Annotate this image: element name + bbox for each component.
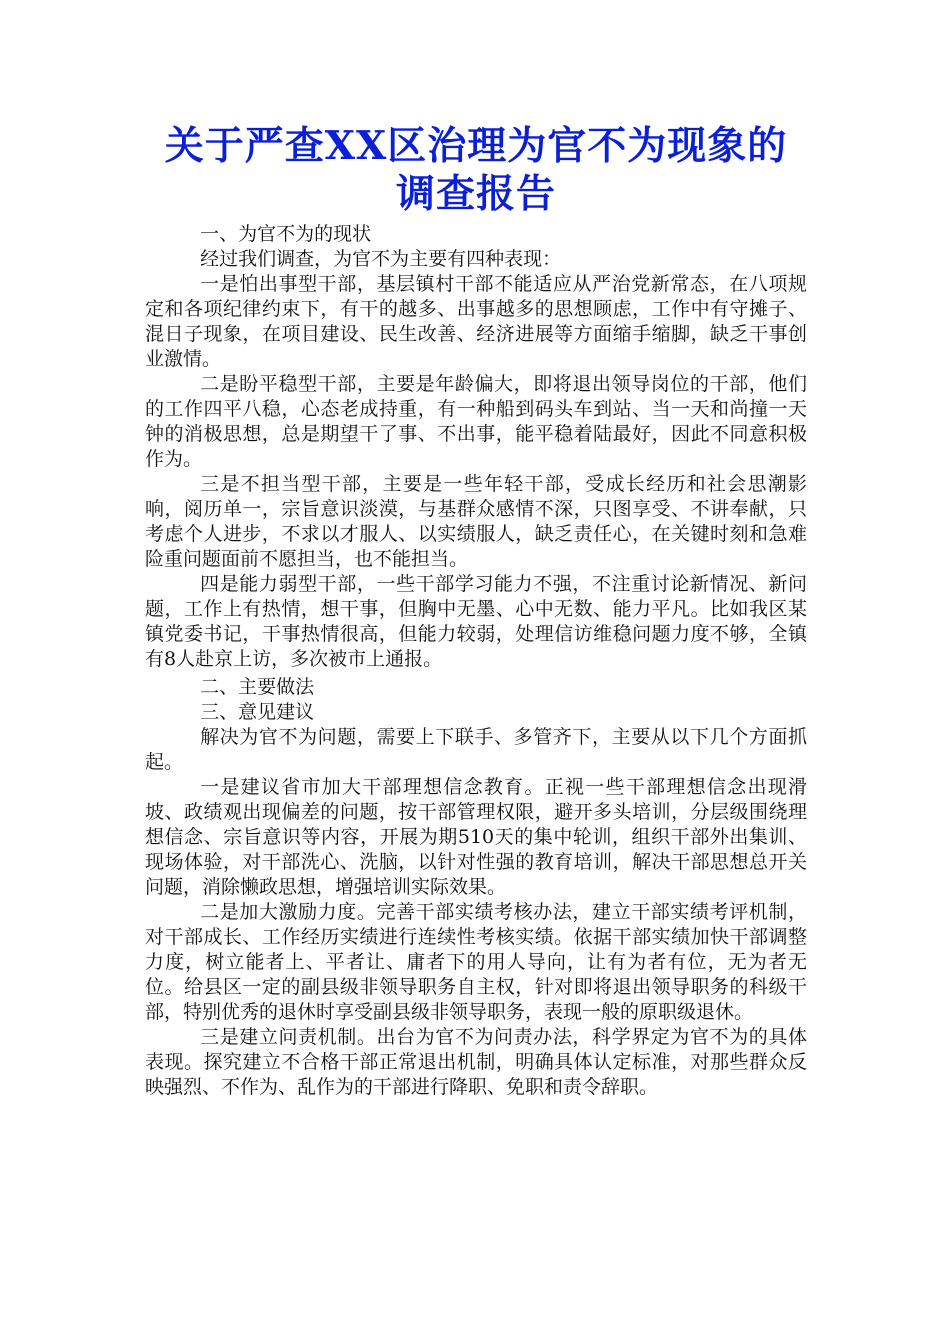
paragraph-suggestion-3: 三是建立问责机制。出台为官不为问责办法，科学界定为官不为的具体表现。探究建立不合格干部正常退出机制，明确具体认定标准，对那些群众反映强烈、不作为、乱作为的干部进行降职、免职和责令辞职。 (145, 1026, 807, 1098)
paragraph-type-2: 二是盼平稳型干部，主要是年龄偏大，即将退出领导岗位的干部，他们的工作四平八稳，心态老成持重，有一种船到码头车到站、当一天和尚撞一天钟的消极思想，总是期望干了事、不出事，能平稳着陆最好，因此不同意积极作为。 (145, 373, 807, 470)
section-heading-1: 一、为官不为的现状 (200, 223, 372, 245)
paragraph-type-4: 四是能力弱型干部，一些干部学习能力不强，不注重讨论新情况、新问题，工作上有热情，想干事，但胸中无墨、心中无数、能力平凡。比如我区某镇党委书记，干事热情很高，但能力较弱，处理信访维稳问题力度不够，全镇有8人赴京上访，多次被市上通报。 (145, 573, 807, 670)
paragraph-type-1: 一是怕出事型干部，基层镇村干部不能适应从严治党新常态，在八项规定和各项纪律约束下，有干的越多、出事越多的思想顾虑，工作中有守摊子、混日子现象，在项目建设、民生改善、经济进展等方面缩手缩脚，缺乏干事创业激情。 (145, 273, 807, 370)
paragraph-intro: 经过我们调查，为官不为主要有四种表现： (200, 248, 562, 270)
paragraph-suggestion-2: 二是加大激励力度。完善干部实绩考核办法，建立干部实绩考评机制，对干部成长、工作经历实绩进行连续性考核实绩。依据干部实绩加快干部调整力度，树立能者上、平者让、庸者下的用人导向，让有为者有位，无为者无位。给县区一定的副县级非领导职务自主权，针对即将退出领导职务的科级干部，特别优秀的退休时享受副县级非领导职务，表现一般的原职级退休。 (145, 901, 807, 1023)
section-heading-3: 三、意见建议 (200, 701, 315, 723)
title-line-2: 调查报告 (395, 171, 556, 217)
document-page (145, 122, 807, 1100)
paragraph-suggestion-1: 一是建议省市加大干部理想信念教育。正视一些干部理想信念出现滑坡、政绩观出现偏差的问题，按干部管理权限，避开多头培训，分层级围绕理想信念、宗旨意识等内容，开展为期510天的集中轮训，组织干部外出集训、现场体验，对干部洗心、洗脑，以针对性强的教育培训，解决干部思想总开关问题，消除懒政思想，增强培训实际效果。 (145, 776, 807, 898)
section-heading-2: 二、主要做法 (200, 676, 315, 698)
paragraph-type-3: 三是不担当型干部，主要是一些年轻干部，受成长经历和社会思潮影响，阅历单一，宗旨意识淡漠，与基群众感情不深，只图享受、不讲奉献，只考虑个人进步，不求以才服人、以实绩服人，缺乏责任心，在关键时刻和急难险重问题面前不愿担当，也不能担当。 (145, 473, 807, 570)
title-line-1: 关于严查XX区治理为官不为现象的 (164, 123, 788, 169)
paragraph-suggestion-intro: 解决为官不为问题，需要上下联手、多管齐下，主要从以下几个方面抓起。 (145, 726, 807, 773)
document-body (145, 222, 807, 1100)
document-title (145, 122, 807, 218)
